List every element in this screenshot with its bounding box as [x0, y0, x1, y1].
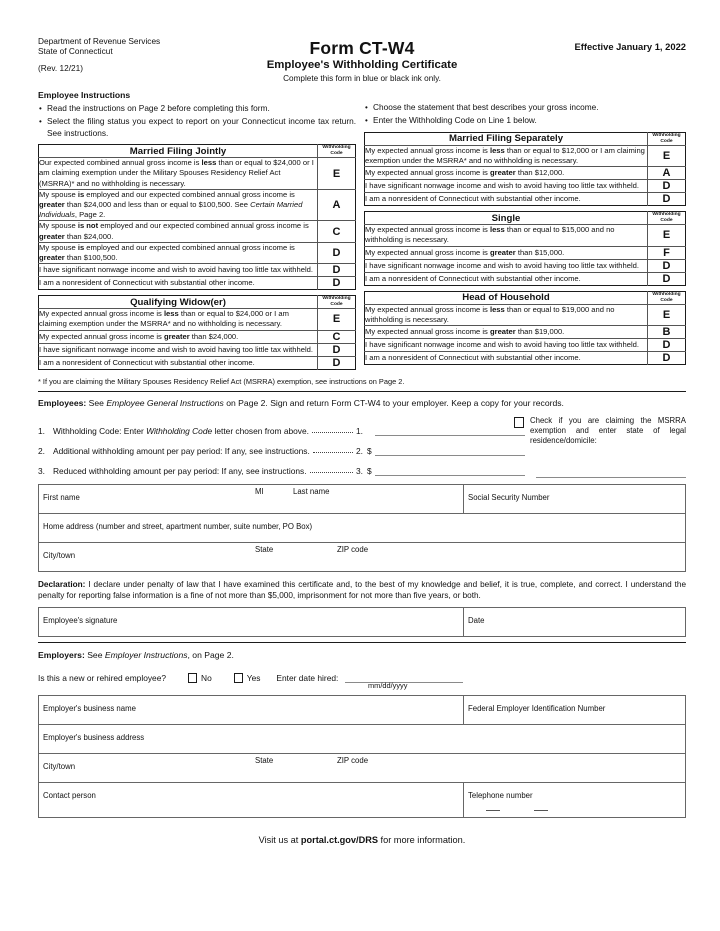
employee-city-row: [39, 543, 685, 571]
withholding-code-value: D: [318, 277, 356, 290]
employee-instructions-heading: Employee Instructions: [38, 90, 131, 100]
table-row[interactable]: [365, 193, 686, 206]
leader-dots: [312, 432, 353, 433]
statement-text: My spouse is employed and our expected combined annual gross income is greater than $100,500.: [39, 242, 318, 263]
dollar-sign: $: [367, 445, 372, 456]
table-row[interactable]: [39, 242, 356, 263]
withholding-code-header: Withholding Code: [648, 212, 686, 225]
filing-status-table: [364, 132, 686, 206]
table-row[interactable]: [39, 221, 356, 242]
line-number: 1.: [38, 425, 45, 436]
employer-zip-label: ZIP code: [337, 756, 369, 766]
state-label: State: [255, 544, 274, 554]
numbered-line-row: [38, 456, 525, 476]
last-name-label: Last name: [293, 486, 330, 496]
line-label: Additional withholding amount per pay period: If any, see instructions.: [53, 445, 310, 456]
ssn-cell[interactable]: [463, 485, 685, 513]
form-subtitle: Employee's Withholding Certificate: [266, 59, 458, 71]
withholding-code-header: Withholding Code: [648, 132, 686, 145]
withholding-code-value: A: [318, 189, 356, 221]
revision-label: (Rev. 12/21): [38, 63, 84, 73]
signature-date-cell[interactable]: [463, 608, 685, 636]
ssn-label: Social Security Number: [468, 492, 550, 502]
msrra-state-input[interactable]: [536, 477, 686, 478]
withholding-code-value: E: [648, 145, 686, 166]
withholding-code-value: C: [318, 221, 356, 242]
msrra-claim-block: [514, 416, 686, 447]
signature-cell[interactable]: [39, 608, 463, 636]
msrra-checkbox[interactable]: [514, 417, 524, 428]
city-town-label: City/town: [43, 550, 76, 560]
table-row[interactable]: [39, 189, 356, 221]
withholding-code-header: Withholding Code: [648, 291, 686, 304]
table-row[interactable]: [39, 309, 356, 330]
zip-label: ZIP code: [337, 544, 369, 554]
table-row[interactable]: [39, 264, 356, 277]
withholding-code-value: E: [648, 225, 686, 246]
telephone-label: Telephone number: [468, 791, 533, 801]
employer-business-address-label: Employer's business address: [43, 733, 145, 743]
list-item: • Choose the statement that best describes your gross income.: [364, 102, 686, 113]
new-hire-yes-label: Yes: [246, 673, 261, 684]
dollar-sign: $: [367, 465, 372, 476]
date-format-hint: mm/dd/yyyy: [368, 681, 408, 691]
divider: [38, 391, 686, 392]
employer-business-name-label: Employer's business name: [43, 704, 136, 714]
line-label: Withholding Code: Enter Withholding Code letter chosen from above.: [53, 425, 309, 436]
table-row[interactable]: [365, 246, 686, 259]
contact-person-label: Contact person: [43, 791, 96, 801]
home-address-label: Home address (number and street, apartment number, suite number, PO Box): [43, 521, 313, 531]
status-table-married-filing-separately: [364, 132, 686, 206]
numbered-line-row: [38, 416, 525, 436]
withholding-code-value: D: [318, 356, 356, 369]
filing-status-title: Married Filing Jointly: [39, 145, 318, 158]
line-input[interactable]: [375, 425, 525, 436]
footer-url[interactable]: portal.ct.gov/DRS: [300, 835, 378, 846]
line-number-tail: 1.: [356, 425, 363, 436]
table-header-row: [39, 145, 356, 158]
employer-city-state-zip-cell[interactable]: [39, 754, 685, 782]
employer-business-name-cell[interactable]: [39, 696, 463, 724]
withholding-code-value: E: [648, 304, 686, 325]
table-row[interactable]: [365, 145, 686, 166]
statement-text: I have significant nonwage income and wish to avoid having too little tax withheld.: [365, 259, 648, 272]
statement-text: My spouse is not employed and our expected combined annual gross income is greater than $24,000.: [39, 221, 318, 242]
list-item: • Select the filing status you expect to report on your Connecticut income tax return. See instructions.: [38, 116, 356, 139]
statement-text: I am a nonresident of Connecticut with substantial other income.: [365, 193, 648, 206]
statement-text: My expected annual gross income is greater than $19,000.: [365, 326, 648, 339]
right-column: [364, 100, 686, 370]
signature-row: [39, 608, 685, 636]
statement-text: I am a nonresident of Connecticut with substantial other income.: [39, 277, 318, 290]
employer-city-row: [39, 754, 685, 783]
withholding-code-value: B: [648, 326, 686, 339]
numbered-line-row: [38, 436, 525, 456]
statement-text: My expected annual gross income is less than or equal to $19,000 and no withholding is necessary.: [365, 304, 648, 325]
withholding-code-value: F: [648, 246, 686, 259]
table-row[interactable]: [365, 339, 686, 352]
withholding-code-value: D: [648, 193, 686, 206]
table-header-row: [365, 291, 686, 304]
statement-text: My expected annual gross income is greater than $15,000.: [365, 246, 648, 259]
employer-state-label: State: [255, 756, 274, 766]
withholding-code-value: D: [318, 242, 356, 263]
new-hire-yes-checkbox[interactable]: [234, 673, 243, 683]
withholding-code-value: A: [648, 167, 686, 180]
table-row[interactable]: [365, 167, 686, 180]
right-bullet-list: [364, 102, 686, 127]
leader-dots: [310, 472, 353, 473]
new-hire-no-label: No: [201, 673, 212, 684]
footer-prefix: Visit us at: [258, 835, 301, 846]
left-bullet-list: [38, 103, 356, 139]
table-row[interactable]: [39, 158, 356, 190]
table-row[interactable]: [365, 180, 686, 193]
statement-text: My expected annual gross income is less than or equal to $12,000 or I am claiming exemption under the MSRRA* and no withholding is necessary.: [365, 145, 648, 166]
withholding-code-value: D: [648, 272, 686, 285]
list-item: • Read the instructions on Page 2 before completing this form.: [38, 103, 356, 114]
first-name-label: First name: [43, 492, 80, 502]
filing-status-table: [364, 211, 686, 285]
msrra-footnote: * If you are claiming the Military Spouses Residency Relief Act (MSRRA) exemption, see instructions on Page 2.: [38, 376, 405, 386]
employee-info-box: [38, 484, 686, 572]
withholding-code-header: Withholding Code: [318, 145, 356, 158]
withholding-code-value: D: [648, 339, 686, 352]
statement-text: I am a nonresident of Connecticut with substantial other income.: [365, 272, 648, 285]
withholding-code-value: D: [648, 180, 686, 193]
statement-text: My expected annual gross income is less than or equal to $24,000 or I am claiming exemption under the MSRRA* and no withholding is necessary.: [39, 309, 318, 330]
filing-status-table: [364, 291, 686, 365]
divider: [38, 642, 686, 643]
status-table-qualifying-widower: [38, 295, 356, 369]
home-address-cell[interactable]: [39, 514, 685, 542]
filing-status-title: Qualifying Widow(er): [39, 296, 318, 309]
left-column: [38, 100, 356, 370]
footer-note: [38, 835, 686, 845]
withholding-code-value: D: [648, 352, 686, 365]
filing-status-title: Married Filing Separately: [365, 132, 648, 145]
line-number: 2.: [38, 445, 45, 456]
fein-cell[interactable]: [463, 696, 685, 724]
line-number: 3.: [38, 465, 45, 476]
statement-text: I am a nonresident of Connecticut with substantial other income.: [365, 352, 648, 365]
new-hire-question-row: [38, 667, 686, 689]
line-label: Reduced withholding amount per pay period: If any, see instructions.: [53, 465, 307, 476]
withholding-lines: [38, 416, 686, 478]
city-state-zip-cell[interactable]: [39, 543, 685, 571]
statement-text: My spouse is employed and our expected combined annual gross income is greater than $24,000 and less than or equal to $100,500. See Certain Married Individuals, Page 2.: [39, 189, 318, 221]
table-row[interactable]: [365, 259, 686, 272]
statement-text: I am a nonresident of Connecticut with substantial other income.: [39, 356, 318, 369]
fein-label: Federal Employer Identification Number: [468, 704, 606, 714]
filing-status-title: Single: [365, 212, 648, 225]
table-row[interactable]: [365, 225, 686, 246]
filing-status-table: [38, 295, 356, 369]
table-header-row: [39, 296, 356, 309]
msrra-checkbox-label: Check if you are claiming the MSRRA exemption and enter state of legal residence/domicile:: [530, 415, 686, 446]
agency-name: [38, 36, 160, 56]
table-header-row: [365, 132, 686, 145]
table-row[interactable]: [365, 272, 686, 285]
filing-status-title: Head of Household: [365, 291, 648, 304]
employer-info-box: [38, 695, 686, 818]
status-table-married-filing-jointly: [38, 144, 356, 290]
form-ink-note: Complete this form in blue or black ink only.: [283, 74, 441, 83]
filing-status-table: [38, 144, 356, 290]
table-row[interactable]: [39, 343, 356, 356]
table-row[interactable]: [365, 352, 686, 365]
new-hire-question-label: Is this a new or rehired employee?: [38, 673, 167, 684]
table-row[interactable]: [39, 356, 356, 369]
statement-text: Our expected combined annual gross income is less than or equal to $24,000 or I am claiming exemption under the Military Spouses Residency Relief Act (MSRRA)* and no withholding is necessary.: [39, 158, 318, 190]
table-row[interactable]: [39, 330, 356, 343]
agency-line-2: State of Connecticut: [38, 46, 113, 57]
agency-line-1: Department of Revenue Services: [38, 36, 161, 46]
effective-date: Effective January 1, 2022: [574, 41, 686, 52]
employee-name-cell[interactable]: [39, 485, 463, 513]
employer-name-row: [39, 696, 685, 725]
mi-label: MI: [255, 486, 264, 496]
employee-address-row: [39, 514, 685, 543]
statement-text: I have significant nonwage income and wish to avoid having too little tax withheld.: [39, 264, 318, 277]
date-label: Date: [468, 616, 485, 626]
form-header: [38, 36, 686, 88]
employer-address-row: [39, 725, 685, 754]
date-hired-label: Enter date hired:: [276, 673, 339, 684]
withholding-code-value: D: [318, 264, 356, 277]
statement-text: I have significant nonwage income and wish to avoid having too little tax withheld.: [365, 339, 648, 352]
list-item: • Enter the Withholding Code on Line 1 below.: [364, 115, 686, 126]
signature-label: Employee's signature: [43, 616, 118, 626]
line-number-tail: 3.: [356, 465, 363, 476]
statement-text: I have significant nonwage income and wish to avoid having too little tax withheld.: [39, 343, 318, 356]
footer-suffix: for more information.: [377, 835, 466, 846]
line-number-tail: 2.: [356, 445, 363, 456]
employers-instruction-note: Employers: See Employer Instructions, on Page 2.: [38, 650, 234, 661]
statement-text: I have significant nonwage income and wish to avoid having too little tax withheld.: [365, 180, 648, 193]
statement-text: My expected annual gross income is less than or equal to $15,000 and no withholding is necessary.: [365, 225, 648, 246]
line-input[interactable]: [375, 445, 525, 456]
employer-contact-row: [39, 783, 685, 817]
employer-city-town-label: City/town: [43, 762, 76, 772]
employee-name-row: [39, 485, 685, 514]
withholding-code-value: E: [318, 158, 356, 190]
contact-person-cell[interactable]: [39, 783, 463, 817]
line-input[interactable]: [375, 465, 525, 476]
withholding-code-value: D: [318, 343, 356, 356]
withholding-code-value: E: [318, 309, 356, 330]
new-hire-no-checkbox[interactable]: [188, 673, 197, 683]
withholding-code-value: C: [318, 330, 356, 343]
content-columns: [38, 100, 686, 370]
statement-text: My expected annual gross income is greater than $24,000.: [39, 330, 318, 343]
statement-text: My expected annual gross income is greater than $12,000.: [365, 167, 648, 180]
employees-instruction-note: Employees: See Employee General Instructions on Page 2. Sign and return Form CT-W4 to your employer. Keep a copy for your records.: [38, 397, 564, 408]
status-table-head-of-household: [364, 291, 686, 365]
employer-address-cell[interactable]: [39, 725, 685, 753]
table-row[interactable]: [365, 326, 686, 339]
withholding-code-header: Withholding Code: [318, 296, 356, 309]
table-row[interactable]: [365, 304, 686, 325]
leader-dots: [313, 452, 353, 453]
signature-box: [38, 607, 686, 637]
status-table-single: [364, 211, 686, 285]
table-header-row: [365, 212, 686, 225]
table-row[interactable]: [39, 277, 356, 290]
phone-separator: [486, 810, 685, 811]
telephone-cell[interactable]: [463, 783, 685, 817]
page-title: Form CT-W4: [309, 38, 415, 58]
declaration-text: Declaration: I declare under penalty of law that I have examined this certificate and, to the best of my knowledge and belief, it is true, complete, and correct. I understand the penalty for reporting false information is a fine of not more than $5,000, imprisonment for not more than five years, or both.: [38, 579, 686, 600]
withholding-code-value: D: [648, 259, 686, 272]
